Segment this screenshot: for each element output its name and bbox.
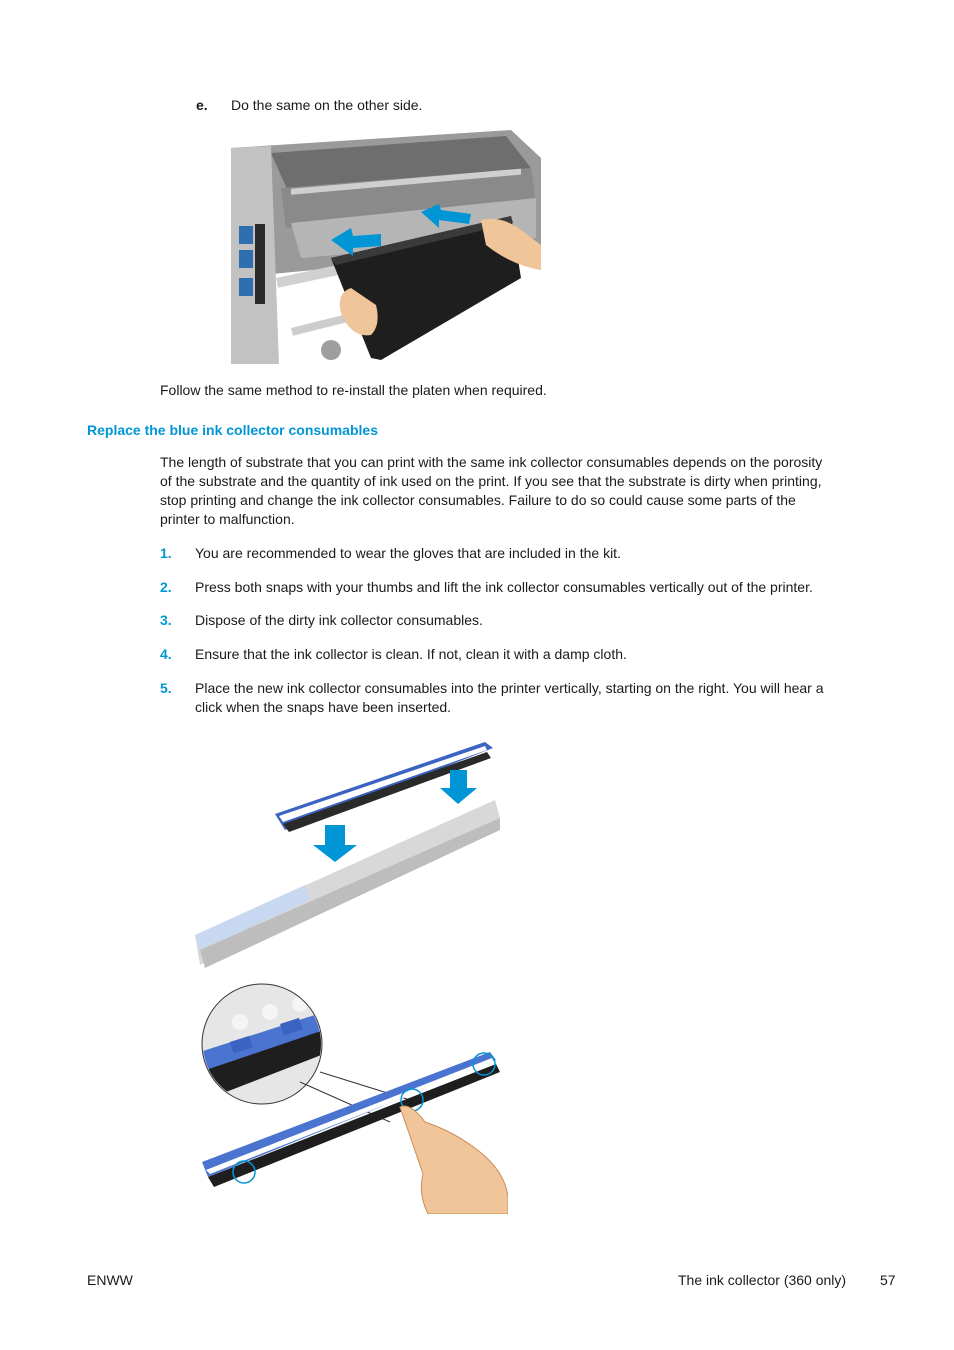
footer-left: ENWW	[87, 1272, 133, 1288]
snap-detail-illustration	[200, 982, 508, 1214]
reinstall-note: Follow the same method to re-install the platen when required.	[160, 382, 547, 398]
section-heading: Replace the blue ink collector consumables	[87, 422, 378, 438]
intro-line: The length of substrate that you can print with the same ink collector consumables depends on the porosity	[160, 454, 823, 470]
intro-paragraph	[160, 453, 876, 529]
step-text: Dispose of the dirty ink collector consumables.	[195, 612, 483, 628]
step-e-text: Do the same on the other side.	[231, 97, 423, 113]
step-number: 3.	[160, 612, 172, 628]
step-text: Press both snaps with your thumbs and lift the ink collector consumables vertically out of the printer.	[195, 579, 813, 595]
intro-line: of the substrate and the quantity of ink used on the print. If you see that the substrate is dirty when printing,	[160, 473, 822, 489]
step-text: You are recommended to wear the gloves that are included in the kit.	[195, 545, 621, 561]
platen-install-illustration	[231, 128, 541, 364]
step-number: 1.	[160, 545, 172, 561]
step-text: Place the new ink collector consumables into the printer vertically, starting on the right. You will hear a	[195, 680, 824, 696]
step-e-label: e.	[196, 97, 208, 113]
page-number: 57	[880, 1272, 896, 1288]
step-number: 5.	[160, 680, 172, 696]
ink-collector-insert-illustration	[195, 740, 500, 968]
intro-line: printer to malfunction.	[160, 511, 295, 527]
step-number: 2.	[160, 579, 172, 595]
step-text: Ensure that the ink collector is clean. If not, clean it with a damp cloth.	[195, 646, 627, 662]
footer-section-title: The ink collector (360 only)	[678, 1272, 847, 1288]
step-number: 4.	[160, 646, 172, 662]
step-text: click when the snaps have been inserted.	[195, 699, 452, 715]
intro-line: stop printing and change the ink collector consumables. Failure to do so could cause some parts of the	[160, 492, 796, 508]
